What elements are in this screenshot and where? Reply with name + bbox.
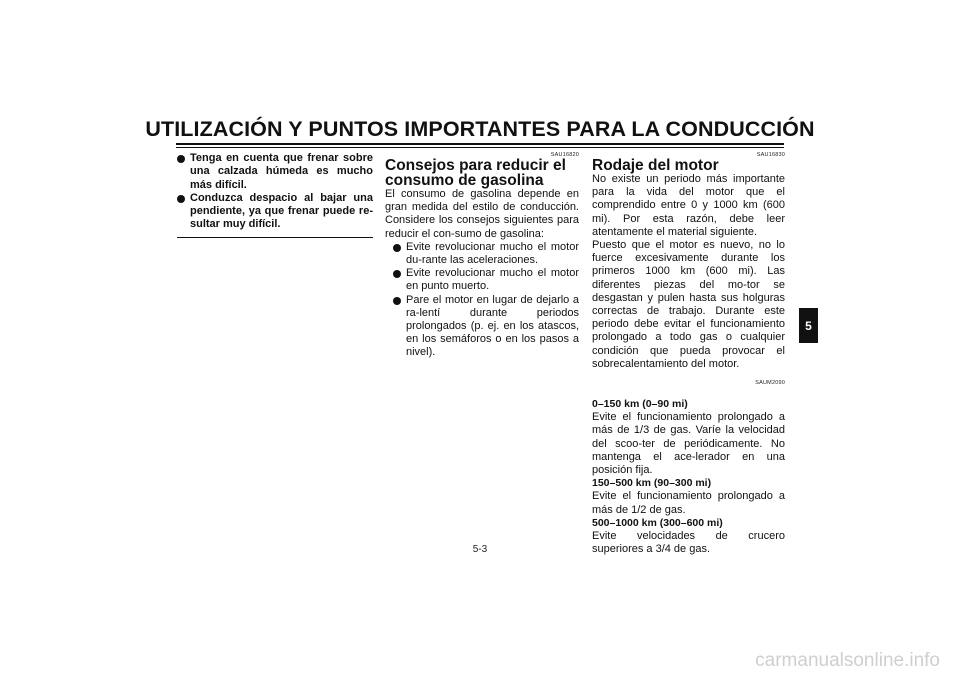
- watermark: carmanualsonline.info: [755, 650, 940, 671]
- title-rule-thin: [176, 147, 784, 148]
- column-warnings: [177, 152, 373, 238]
- section-heading-break-in: Rodaje del motor: [592, 157, 719, 174]
- list-item: Evite revolucionar mucho el motor du-rante las aceleraciones.: [393, 241, 579, 267]
- section-code: SAU16820: [550, 152, 579, 158]
- stage-title: 500–1000 km (300–600 mi): [592, 516, 723, 529]
- fuel-intro: El consumo de gasolina depende en gran medida del estilo de conducción. Considere los consejos siguientes para reducir el con-sumo de gasolina:: [385, 188, 579, 240]
- bullet-icon: [393, 297, 401, 305]
- column-fuel-tips: [385, 152, 579, 360]
- break-in-paragraph-2: Puesto que el motor es nuevo, no lo fuerce excesivamente durante los primeros 1000 km (600 mi). Las diferentes piezas del mo-tor se desgastan y pulen hasta sus holguras correctas de trabajo. Durante este periodo debe evitar el funcionamiento prolongado a todo gas o cualquier condición que pueda provocar el sobrecalentamiento del motor.: [592, 239, 785, 370]
- fuel-tips-list: [385, 241, 579, 360]
- title-rule: [176, 143, 784, 145]
- stage-text: Evite el funcionamiento prolongado a más de 1/2 de gas.: [592, 490, 785, 516]
- stage-title: 0–150 km (0–90 mi): [592, 398, 688, 411]
- stage-title: 150–500 km (90–300 mi): [592, 477, 712, 490]
- page-number: 5-3: [472, 544, 488, 555]
- warning-list: [177, 152, 373, 232]
- warning-item: Tenga en cuenta que frenar sobre una calzada húmeda es mucho más difícil.: [177, 152, 373, 192]
- section-code: SAU16830: [756, 152, 785, 158]
- spacer: [592, 386, 785, 398]
- warning-end-rule: [177, 237, 373, 238]
- list-item: Pare el motor en lugar de dejarlo a ra-lentí durante periodos prolongados (p. ej. en los atascos, en los semáforos o en los pasos a nivel).: [393, 294, 579, 360]
- stage-text: Evite el funcionamiento prolongado a más de 1/3 de gas. Varíe la velocidad del scoo-ter de periódicamente. No mantenga el ace-lerador en una posición fija.: [592, 411, 785, 477]
- bullet-icon: [393, 270, 401, 278]
- bullet-icon: [393, 244, 401, 252]
- stage-text: Evite velocidades de crucero superiores a 3/4 de gas.: [592, 530, 785, 556]
- column-engine-break-in: [592, 152, 785, 556]
- warning-item: Conduzca despacio al bajar una pendiente, ya que frenar puede re-sultar muy difícil.: [177, 192, 373, 232]
- list-item: Evite revolucionar mucho el motor en punto muerto.: [393, 267, 579, 293]
- bullet-icon: [177, 155, 185, 163]
- page-title: UTILIZACIÓN Y PUNTOS IMPORTANTES PARA LA CONDUCCIÓN: [145, 117, 815, 141]
- chapter-tab: 5: [799, 308, 818, 343]
- bullet-icon: [177, 195, 185, 203]
- break-in-paragraph-1: No existe un periodo más importante para la vida del motor que el comprendido entre 0 y 1000 km (600 mi). Por esta razón, debe leer atentamente el material siguiente.: [592, 173, 785, 238]
- section-code-2: SAUM2090: [755, 380, 785, 387]
- section-heading-fuel: Consejos para reducir el consumo de gasolina: [385, 157, 566, 189]
